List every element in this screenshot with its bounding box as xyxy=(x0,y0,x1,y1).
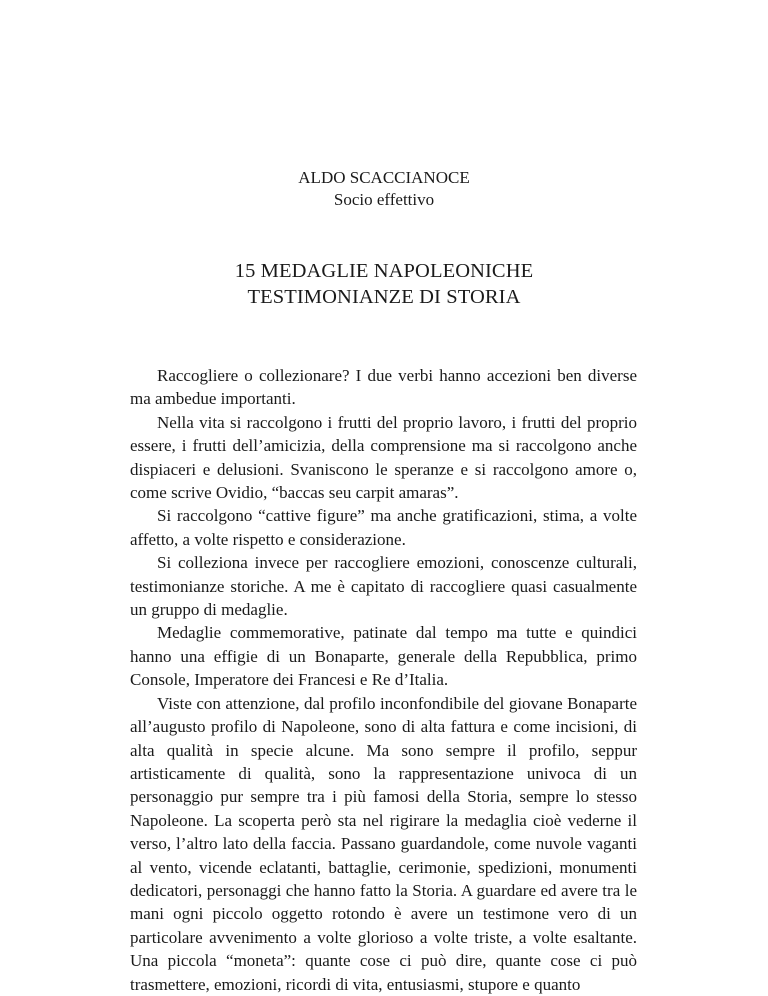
paragraph: Viste con attenzione, dal profilo inconfondibile del giovane Bonaparte all’augusto profilo di Napoleone, sono di alta fattura e come incisioni, di alta qualità in specie alcune. Ma sono sempre il profilo, seppur artisticamente di qualità, sono la rappresentazione univoca di un personaggio pur sempre tra i più famosi della Storia, sempre lo stesso Napoleone. La scoperta però sta nel rigirare la medaglia cioè vederne il verso, l’altro lato della faccia. Passano guardandole, come nuvole vaganti al vento, vicende eclatanti, battaglie, cerimonie, spedizioni, monumenti dedicatori, personaggi che hanno fatto la Storia. A guardare ed avere tra le mani ogni piccolo oggetto rotondo è avere un testimone vero di un particolare avvenimento a volte glorioso a volte triste, a volte esaltante. Una piccola “moneta”: quante cose ci può dire, quante cose ci può trasmettere, emozioni, ricordi di vita, entusiasmi, stupore e quanto xyxy=(130,693,637,994)
paragraph: Nella vita si raccolgono i frutti del proprio lavoro, i frutti del proprio essere, i frutti dell’amicizia, della comprensione ma si raccolgono anche dispiaceri e delusioni. Svaniscono le speranze e si raccolgono amore o, come scrive Ovidio, “baccas seu carpit amaras”. xyxy=(130,412,637,503)
author-name: ALDO SCACCIANOCE xyxy=(298,168,470,187)
paragraph: Si colleziona invece per raccogliere emozioni, conoscenze culturali, testimonianze storiche. A me è capitato di raccogliere quasi casualmente un gruppo di medaglie. xyxy=(130,553,637,620)
paragraph: Raccogliere o collezionare? I due verbi hanno accezioni ben diverse ma ambedue importanti. xyxy=(130,366,637,409)
author-block xyxy=(0,167,768,211)
author-role: Socio effettivo xyxy=(333,190,435,209)
title-line-1: 15 MEDAGLIE NAPOLEONICHE xyxy=(234,260,534,282)
paragraph: Medaglie commemorative, patinate dal tempo ma tutte e quindici hanno una effigie di un Bonaparte, generale della Repubblica, primo Console, Imperatore dei Francesi e Re d’Italia. xyxy=(130,623,637,690)
article-body xyxy=(130,364,637,996)
title-line-2: TESTIMONIANZE DI STORIA xyxy=(247,286,521,308)
paragraph: Si raccolgono “cattive figure” ma anche gratificazioni, stima, a volte affetto, a volte rispetto e considerazione. xyxy=(130,506,637,549)
article-title xyxy=(0,258,768,310)
